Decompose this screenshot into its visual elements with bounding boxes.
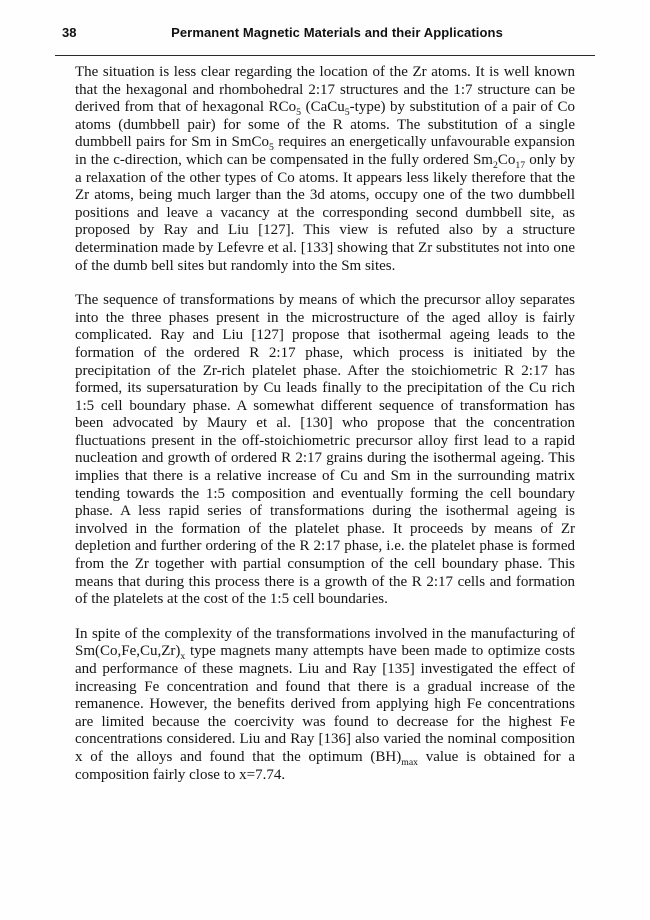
subscript: 5 bbox=[344, 107, 350, 119]
subscript: max bbox=[401, 756, 419, 768]
subscript: 5 bbox=[269, 142, 274, 154]
subscript: 17 bbox=[515, 159, 526, 171]
paragraph: In spite of the complexity of the transformations involved in the manufacturing of $Sm(Co,Fe,Cu,Zr)_x$ type magnets many attempts have been made to optimize costs and performance of these magnets. Liu and Ray [135] investigated the effect of increasing Fe concentration and found that there is a gradual increase of the remanence. However, the benefits derived from applying high Fe concentrations are limited because the coercivity was found to decrease for the highest Fe concentrations considered. Liu and Ray [136] also varied the nominal composition x of the alloys and found that the optimum $(BH)_{max}$ value is obtained for a composition fairly close to x=7.74. bbox=[75, 625, 575, 783]
subscript: 5 bbox=[296, 107, 302, 119]
paragraph: The situation is less clear regarding the location of the Zr atoms. It is well known that the hexagonal and rhombohedral 2:17 structures and the 1:7 structure can be derived from that of hexagonal RCo$_5$ (CaCu$_5$-type) by substitution of a pair of Co atoms (dumbbell pair) for some of the R atoms. The substitution of a single dumbbell pairs for Sm in SmCo$_5$ requires an energetically unfavourable expansion in the c-direction, which can be compensated in the fully ordered $Sm_2Co_{17}$ only by a relaxation of the other types of Co atoms. It appears less likely therefore that the Zr atoms, being much larger than the 3d atoms, occupy one of the two dumbbell positions and leave a vacancy at the corresponding second dumbbell site, as proposed by Ray and Liu [127]. This view is refuted also by a structure determination made by Lefevre et al. [133] showing that Zr substitutes not into one of the dumb bell sites but randomly into the Sm sites. bbox=[75, 64, 576, 274]
paragraph: The sequence of transformations by means of which the precursor alloy separates into the three phases present in the microstructure of the aged alloy is fairly complicated. Ray and Liu [127] propose that isothermal ageing leads to the formation of the ordered R 2:17 phase, which process is initiated by the precipitation of the Zr-rich platelet phase. After the stoichiometric R 2:17 has formed, its supersaturation by Cu leads finally to the precipitation of the Cu rich 1:5 cell boundary phase. A somewhat different sequence of transformation has been advocated by Maury et al. [130] who propose that the concentration fluctuations present in the off-stoichiometric precursor alloy first lead to a rapid nucleation and growth of ordered R 2:17 grains during the isothermal ageing. This implies that there is a relative increase of Cu and Sm in the surrounding matrix tending towards the 1:5 composition and eventually forming the cell boundary phase. A less rapid series of transformations during the isothermal ageing is involved in the formation of the platelet phase. It proceeds by means of Zr depletion and further ordering of the R 2:17 phase, i.e. the platelet phase is formed from the Zr together with partial consumption of the cell boundary phase. This means that during this process there is a growth of the R 2:17 cells and formation of the platelets at the cost of the 1:5 cell boundaries. bbox=[75, 292, 575, 608]
page-number: 38 bbox=[62, 25, 77, 40]
header-rule bbox=[55, 55, 595, 56]
page-content bbox=[75, 64, 575, 784]
subscript: x bbox=[180, 651, 186, 663]
running-title: Permanent Magnetic Materials and their Applications bbox=[171, 25, 503, 40]
subscript: 2 bbox=[492, 159, 498, 171]
page-header bbox=[0, 0, 650, 40]
